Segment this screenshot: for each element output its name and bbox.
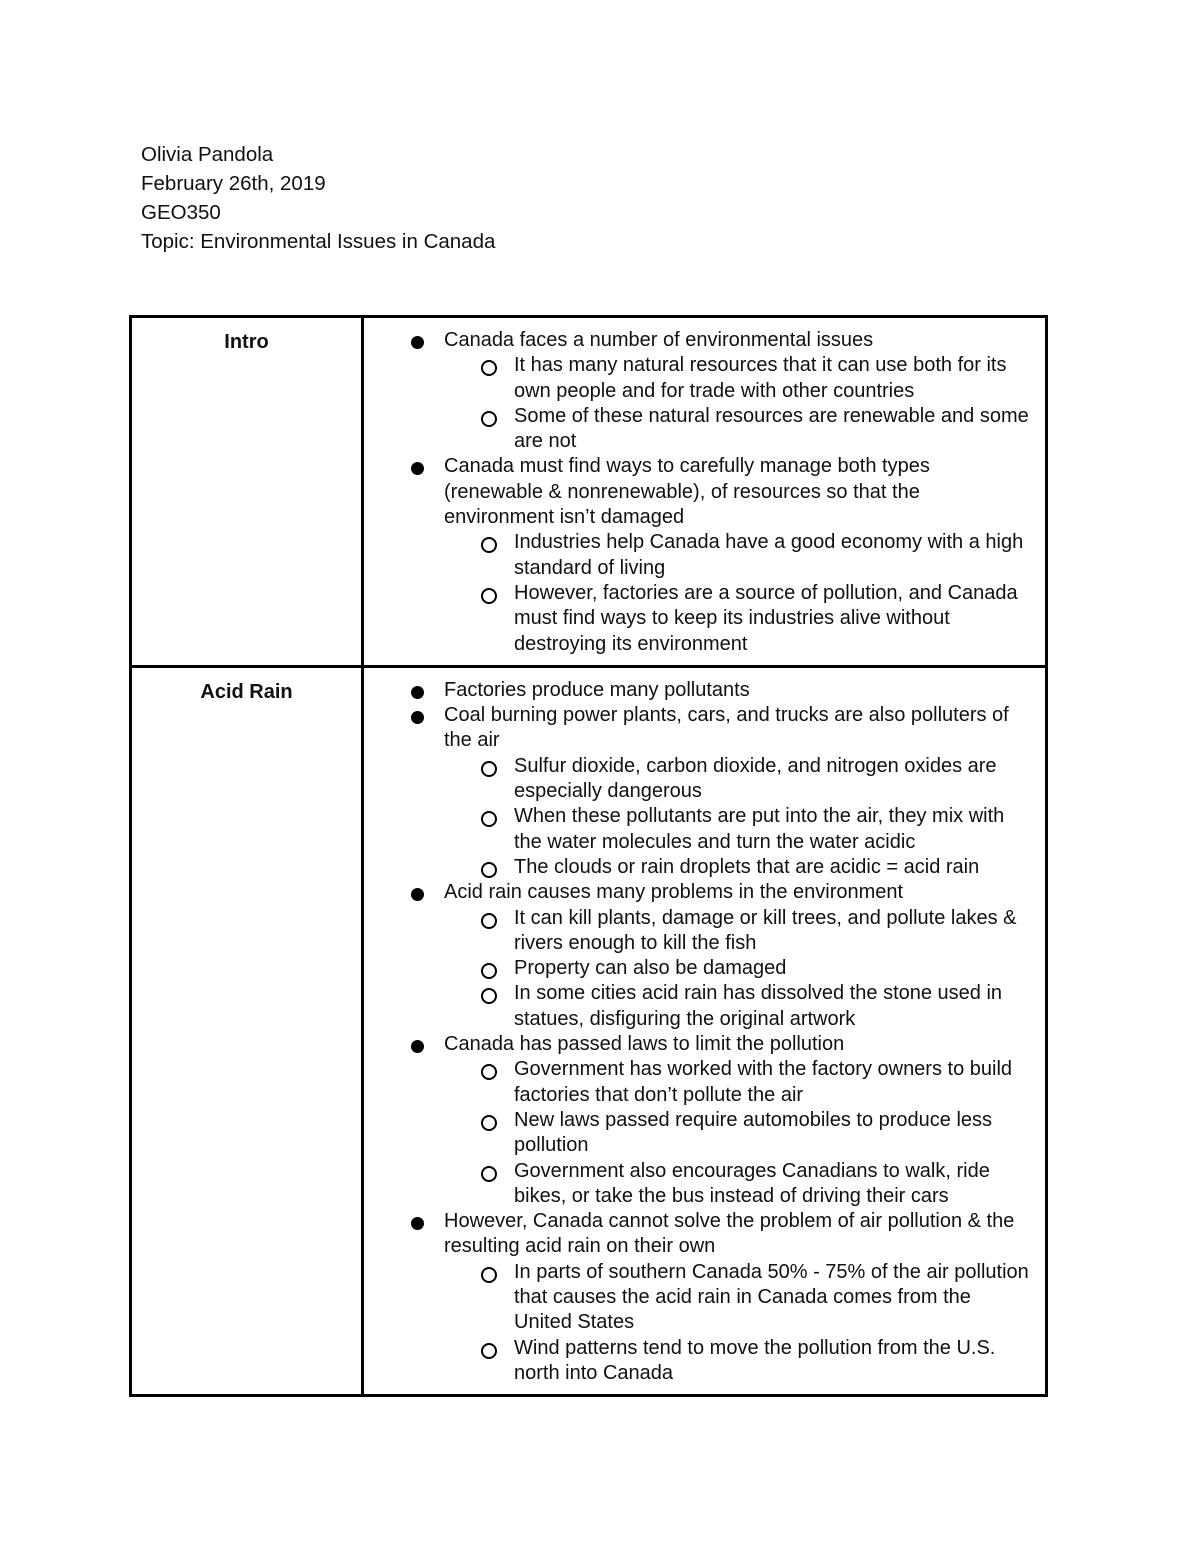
- table-row: [131, 666, 1047, 1395]
- document-date: February 26th, 2019: [141, 172, 326, 195]
- author-name: Olivia Pandola: [141, 143, 274, 166]
- sub-list-item: [514, 754, 1031, 805]
- sub-list-item-text: Government also encourages Canadians to walk, ride bikes, or take the bus instead of driving their cars: [514, 1159, 990, 1207]
- sub-list-item-text: Government has worked with the factory owners to build factories that don’t pollute the air: [514, 1058, 1013, 1106]
- hollow-bullet-icon: [481, 411, 497, 427]
- list-item-text: Canada has passed laws to limit the pollution: [444, 1033, 845, 1056]
- document-topic: Topic: Environmental Issues in Canada: [141, 230, 496, 253]
- sub-list-item: [514, 353, 1031, 404]
- sub-bullet-list: [444, 1260, 1031, 1386]
- sub-list-item: [514, 1057, 1031, 1108]
- section-title: Intro: [131, 317, 363, 667]
- sub-list-item: [514, 1159, 1031, 1210]
- filled-bullet-icon: [411, 462, 424, 475]
- sub-list-item-text: Industries help Canada have a good economy with a high standard of living: [514, 531, 1024, 579]
- hollow-bullet-icon: [481, 913, 497, 929]
- sub-list-item: [514, 981, 1031, 1032]
- sub-list-item-text: It can kill plants, damage or kill trees, and pollute lakes & rivers enough to kill the fish: [514, 906, 1017, 954]
- sub-list-item: [514, 855, 1031, 880]
- list-item-text: Acid rain causes many problems in the environment: [444, 881, 904, 904]
- bullet-list: [364, 678, 1031, 1386]
- sub-list-item-text: New laws passed require automobiles to produce less pollution: [514, 1108, 993, 1157]
- filled-bullet-icon: [411, 711, 424, 724]
- sub-list-item-text: In parts of southern Canada 50% - 75% of the air pollution that causes the acid rain in Canada comes from the United States: [514, 1260, 1029, 1334]
- sub-bullet-list: [444, 530, 1031, 656]
- sub-bullet-list: [444, 754, 1031, 880]
- hollow-bullet-icon: [481, 988, 497, 1004]
- section-notes: [363, 317, 1047, 667]
- notes-table-body: [131, 317, 1047, 1396]
- sub-list-item: [514, 1108, 1031, 1159]
- list-item: [444, 328, 1031, 454]
- hollow-bullet-icon: [481, 1064, 497, 1080]
- hollow-bullet-icon: [481, 1267, 497, 1283]
- sub-list-item: [514, 1260, 1031, 1336]
- filled-bullet-icon: [411, 888, 424, 901]
- course-code: GEO350: [141, 201, 221, 224]
- list-item: [444, 703, 1031, 880]
- list-item: [444, 454, 1031, 656]
- filled-bullet-icon: [411, 686, 424, 699]
- hollow-bullet-icon: [481, 1115, 497, 1131]
- filled-bullet-icon: [411, 1217, 424, 1230]
- sub-list-item-text: However, factories are a source of pollution, and Canada must find ways to keep its industries alive without destroying its environment: [514, 581, 1018, 655]
- hollow-bullet-icon: [481, 588, 497, 604]
- sub-list-item: [514, 956, 1031, 981]
- sub-list-item-text: When these pollutants are put into the air, they mix with the water molecules and turn the water acidic: [514, 805, 1005, 853]
- sub-bullet-list: [444, 353, 1031, 454]
- section-title: Acid Rain: [131, 666, 363, 1395]
- filled-bullet-icon: [411, 1040, 424, 1053]
- hollow-bullet-icon: [481, 862, 497, 878]
- sub-list-item-text: Property can also be damaged: [514, 957, 787, 980]
- hollow-bullet-icon: [481, 963, 497, 979]
- list-item-text: Canada faces a number of environmental issues: [444, 329, 874, 351]
- sub-list-item-text: Sulfur dioxide, carbon dioxide, and nitrogen oxides are especially dangerous: [514, 754, 997, 803]
- list-item-text: However, Canada cannot solve the problem of air pollution & the resulting acid rain on their own: [444, 1210, 1015, 1258]
- table-row: [131, 317, 1047, 667]
- sub-list-item: [514, 804, 1031, 855]
- sub-list-item-text: The clouds or rain droplets that are acidic = acid rain: [514, 855, 980, 878]
- list-item-text: Coal burning power plants, cars, and trucks are also polluters of the air: [444, 704, 1009, 752]
- list-item: [444, 678, 1031, 703]
- sub-list-item: [514, 1336, 1031, 1387]
- sub-list-item: [514, 404, 1031, 455]
- list-item-text: Canada must find ways to carefully manage both types (renewable & nonrenewable), of resources so that the environment isn’t damaged: [444, 455, 930, 529]
- document-header: [141, 140, 495, 256]
- sub-list-item-text: It has many natural resources that it can use both for its own people and for trade with other countries: [514, 354, 1007, 402]
- hollow-bullet-icon: [481, 360, 497, 376]
- hollow-bullet-icon: [481, 761, 497, 777]
- sub-bullet-list: [444, 1057, 1031, 1209]
- sub-list-item-text: Some of these natural resources are renewable and some are not: [514, 404, 1029, 453]
- bullet-list: [364, 328, 1031, 657]
- hollow-bullet-icon: [481, 1343, 497, 1359]
- sub-list-item: [514, 581, 1031, 657]
- sub-list-item-text: Wind patterns tend to move the pollution from the U.S. north into Canada: [514, 1336, 996, 1384]
- list-item: [444, 1209, 1031, 1386]
- section-notes: [363, 666, 1047, 1395]
- sub-list-item: [514, 906, 1031, 957]
- sub-list-item-text: In some cities acid rain has dissolved the stone used in statues, disfiguring the original artwork: [514, 982, 1003, 1030]
- list-item: [444, 880, 1031, 1032]
- hollow-bullet-icon: [481, 537, 497, 553]
- hollow-bullet-icon: [481, 811, 497, 827]
- sub-list-item: [514, 530, 1031, 581]
- hollow-bullet-icon: [481, 1166, 497, 1182]
- list-item: [444, 1032, 1031, 1209]
- filled-bullet-icon: [411, 336, 424, 349]
- list-item-text: Factories produce many pollutants: [444, 678, 750, 701]
- sub-bullet-list: [444, 906, 1031, 1032]
- notes-table: [129, 315, 1048, 1397]
